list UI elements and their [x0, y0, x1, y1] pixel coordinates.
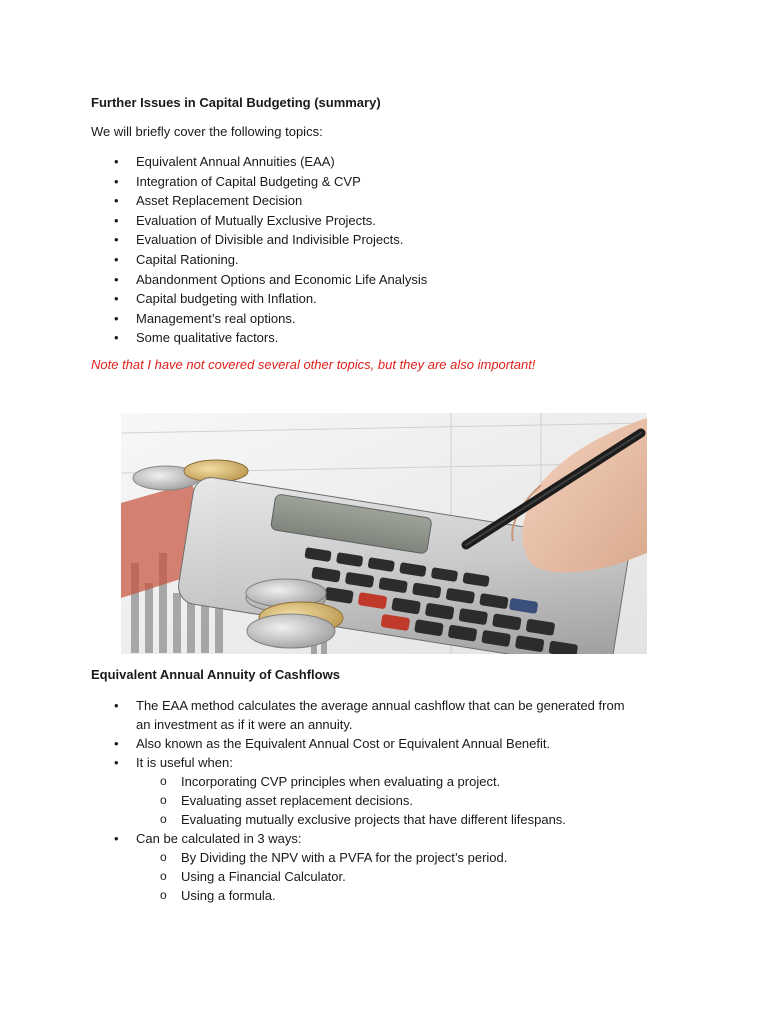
bullet-icon: • [114, 330, 119, 346]
eaa-list [0, 696, 768, 905]
list-item: • Capital budgeting with Inflation. [0, 289, 427, 309]
sub-list-item: o By Dividing the NPV with a PVFA for the project’s period. [160, 850, 508, 865]
bullet-icon: • [114, 251, 119, 267]
calculator-illustration [121, 413, 647, 654]
bullet-icon: • [114, 154, 119, 169]
bullet-icon: • [114, 193, 119, 209]
bullet-icon: • [114, 831, 119, 846]
list-item: • Abandonment Options and Economic Life Analysis [0, 270, 427, 290]
sub-bullet-icon: o [160, 869, 167, 883]
list-item: • Can be calculated in 3 ways: [114, 831, 302, 846]
list-item: • Asset Replacement Decision [0, 191, 427, 211]
section-heading-further-issues: Further Issues in Capital Budgeting (summary) [91, 95, 381, 110]
topics-list [0, 152, 427, 348]
important-note: Note that I have not covered several other topics, but they are also important! [91, 357, 536, 372]
list-item: • The EAA method calculates the average annual cashflow that can be generated from an investment as if it were an annuity. [114, 698, 625, 732]
sub-bullet-icon: o [160, 850, 167, 864]
sub-list-item: o Evaluating mutually exclusive projects that have different lifespans. [160, 812, 566, 827]
list-item: • Integration of Capital Budgeting & CVP [0, 172, 427, 192]
list-item: • It is useful when: [114, 755, 233, 770]
bullet-icon: • [114, 271, 119, 287]
intro-paragraph: We will briefly cover the following topics: [91, 124, 323, 139]
bullet-icon: • [114, 212, 119, 228]
list-item: • Evaluation of Mutually Exclusive Projects. [0, 211, 427, 231]
list-item: • Capital Rationing. [0, 250, 427, 270]
bullet-icon: • [114, 755, 119, 770]
bullet-icon: • [114, 291, 119, 307]
sub-bullet-icon: o [160, 793, 167, 807]
list-item: • Also known as the Equivalent Annual Cost or Equivalent Annual Benefit. [114, 736, 551, 751]
sub-list-item: o Incorporating CVP principles when evaluating a project. [160, 774, 501, 789]
list-item: • Evaluation of Divisible and Indivisible Projects. [0, 230, 427, 250]
list-item: • Management’s real options. [0, 309, 427, 329]
calculator-photo [121, 413, 647, 654]
sub-list-item: o Evaluating asset replacement decisions. [160, 793, 413, 808]
section-heading-eaa: Equivalent Annual Annuity of Cashflows [91, 667, 340, 682]
list-item: • Some qualitative factors. [0, 328, 427, 348]
sub-list-item: o Using a Financial Calculator. [160, 869, 346, 884]
bullet-icon: • [114, 736, 119, 751]
sub-bullet-icon: o [160, 774, 167, 788]
bullet-icon: • [114, 698, 119, 713]
bullet-icon: • [114, 173, 119, 189]
bullet-icon: • [114, 232, 119, 248]
sub-bullet-icon: o [160, 888, 167, 902]
bullet-icon: • [114, 310, 119, 326]
sub-bullet-icon: o [160, 812, 167, 826]
sub-list-item: o Using a formula. [160, 888, 276, 903]
list-item: • Equivalent Annual Annuities (EAA) [0, 152, 427, 172]
